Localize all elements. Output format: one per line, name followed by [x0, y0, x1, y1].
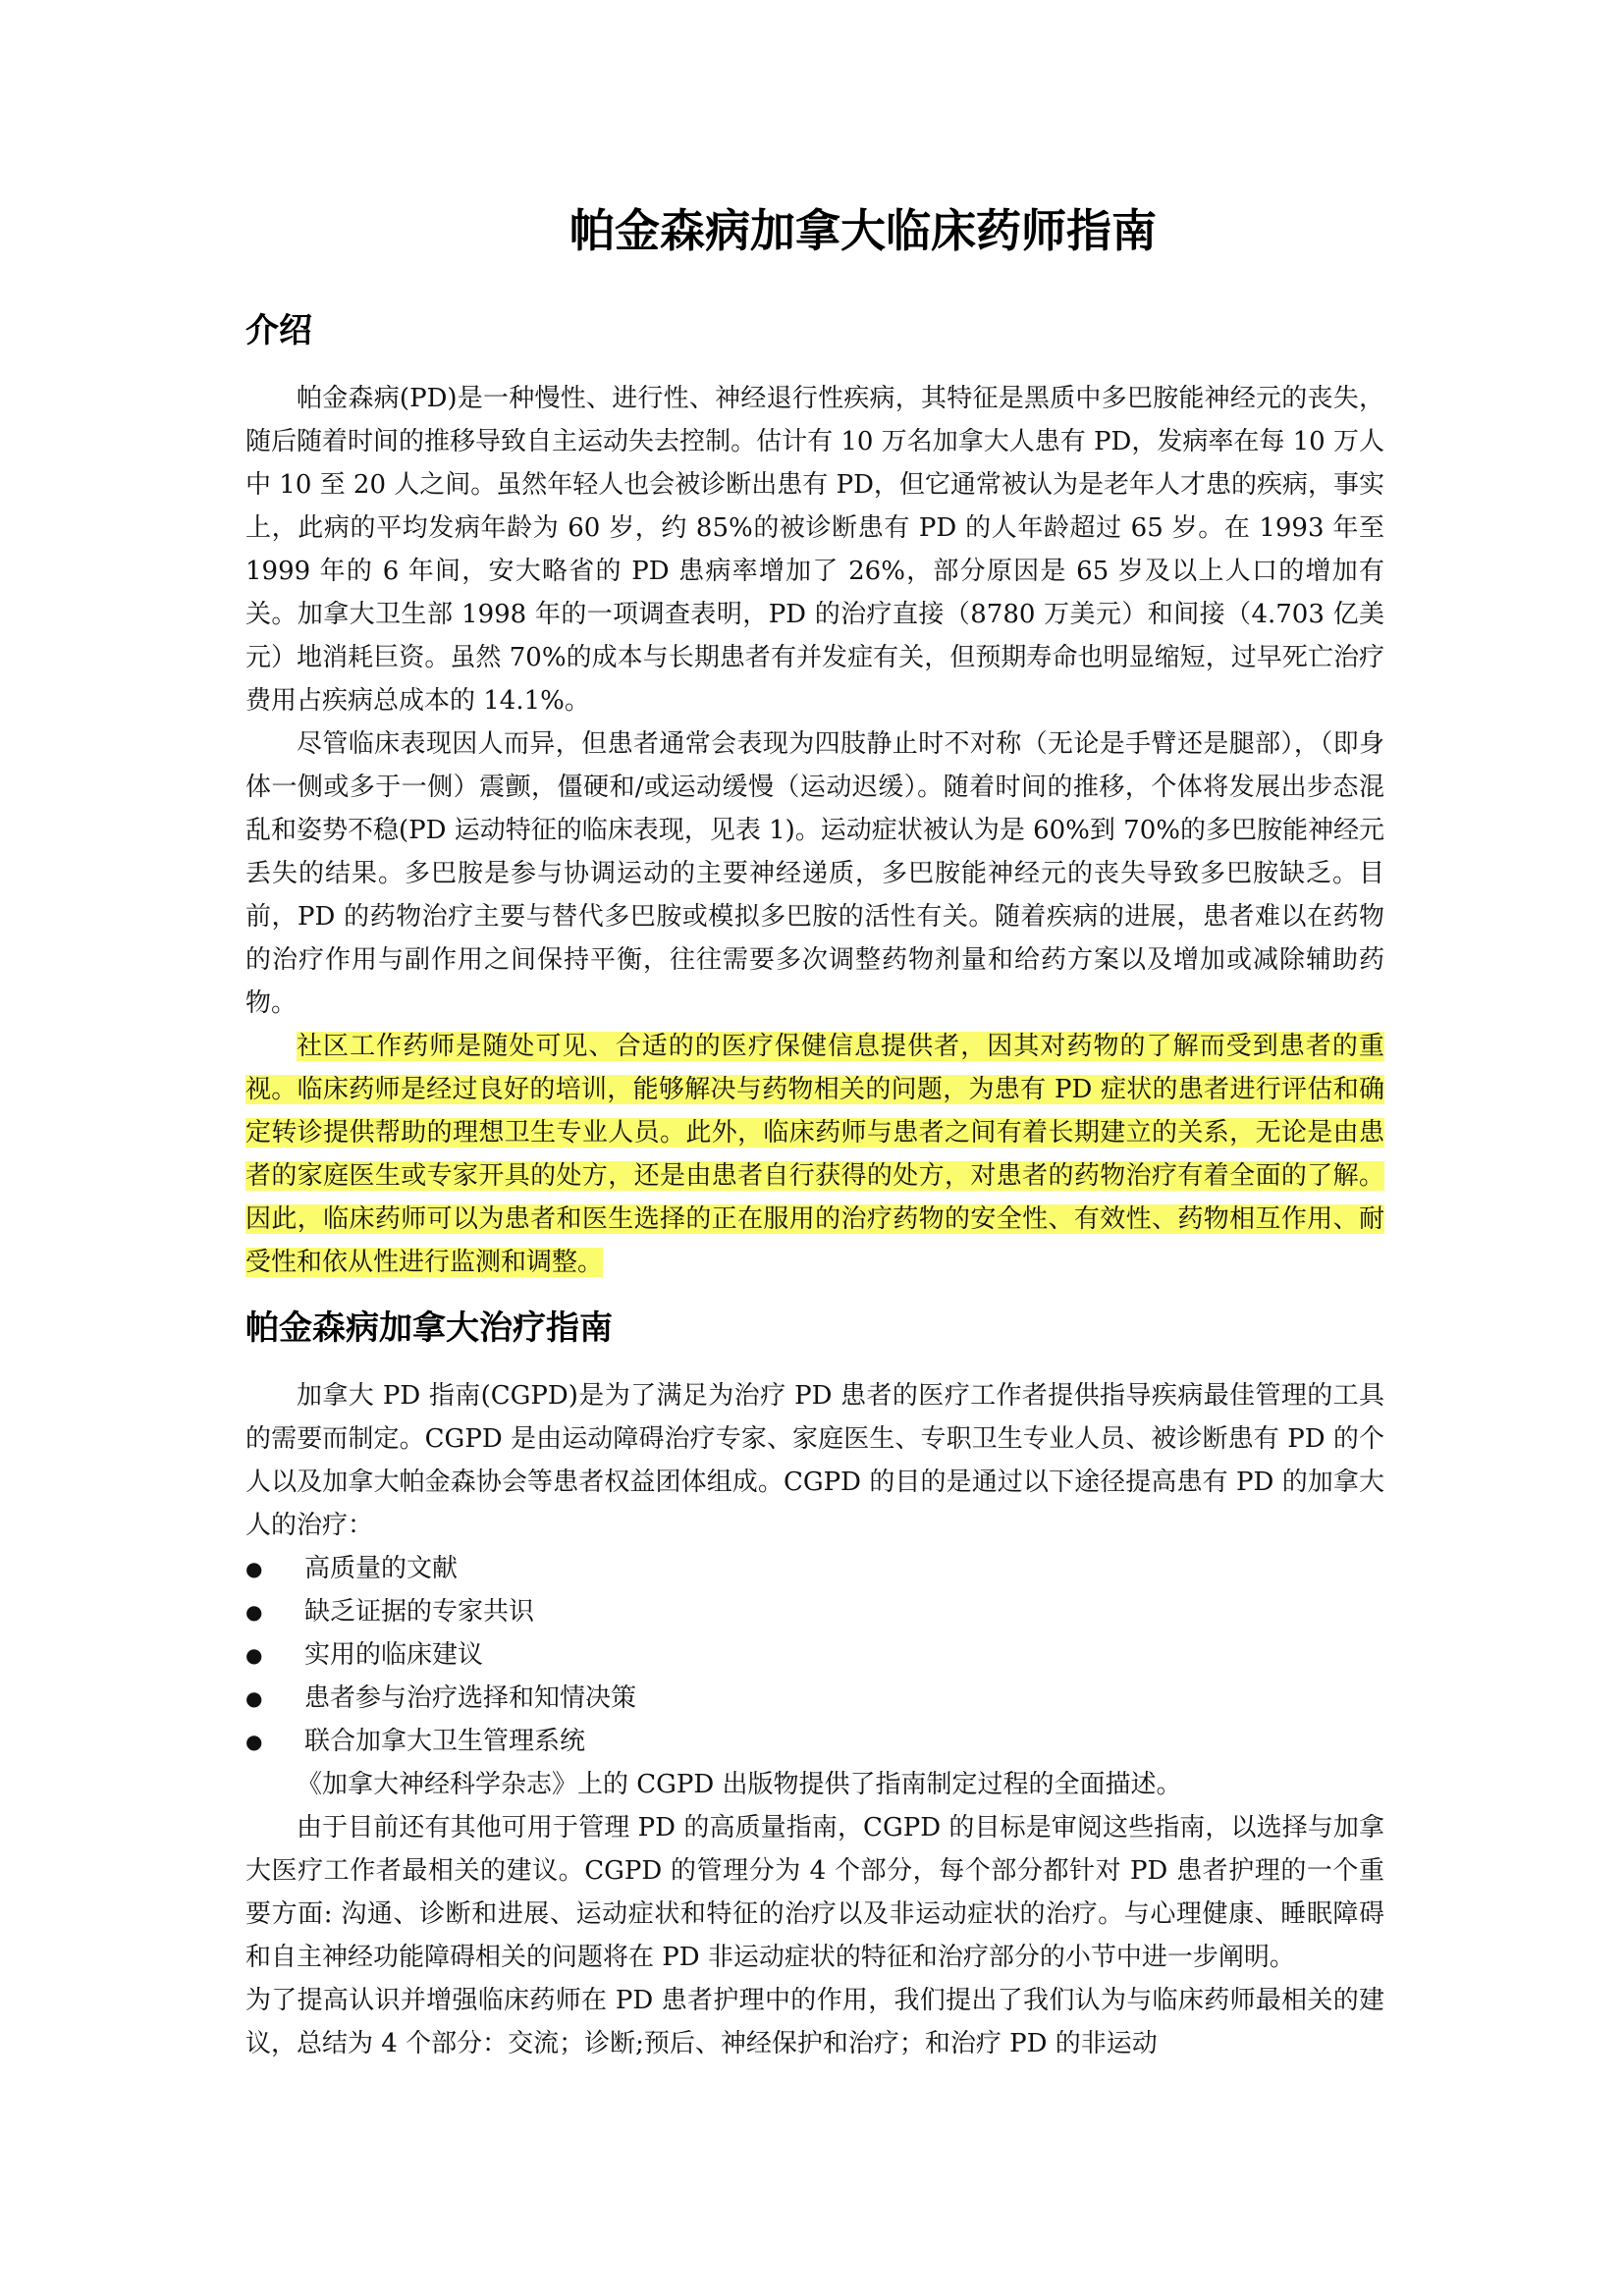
bullet-icon: ●: [245, 1643, 263, 1667]
section-heading-guidelines: 帕金森病加拿大治疗指南: [245, 1308, 613, 1348]
guidelines-intro-paragraph: 加拿大 PD 指南(CGPD)是为了满足为治疗 PD 患者的医疗工作者提供指导疾病最佳管理的工具的需要而制定。CGPD 是由运动障碍治疗专家、家庭医生、专职卫生专业人员、被诊断患有 PD 的个人以及加拿大帕金森协会等患者权益团体组成。CGPD 的目的是通过以下途径提高患有 PD 的加拿大人的治疗：: [245, 1381, 1384, 1540]
bullet-icon: ●: [245, 1686, 263, 1710]
document-body: [245, 196, 1384, 2065]
highlighted-text: 社区工作药师是随处可见、合适的的医疗保健信息提供者，因其对药物的了解而受到患者的重视。临床药师是经过良好的培训，能够解决与药物相关的问题，为患有 PD 症状的患者进行评估和确定转诊提供帮助的理想卫生专业人员。此外，临床药师与患者之间有着长期建立的关系，无论是由患者的家庭医生或专家开具的处方，还是由患者自行获得的处方，对患者的药物治疗有着全面的了解。因此，临床药师可以为患者和医生选择的正在服用的治疗药物的安全性、有效性、药物相互作用、耐受性和依从性进行监测和调整。: [245, 1032, 1384, 1277]
intro-paragraph-2: 尽管临床表现因人而异，但患者通常会表现为四肢静止时不对称（无论是手臂还是腿部），（即身体一侧或多于一侧）震颤，僵硬和/或运动缓慢（运动迟缓）。随着时间的推移，个体将发展出步态混乱和姿势不稳(PD 运动特征的临床表现，见表 1)。运动症状被认为是 60%到 70%的多巴胺能神经元丢失的结果。多巴胺是参与协调运动的主要神经递质，多巴胺能神经元的丧失导致多巴胺缺乏。目前，PD 的药物治疗主要与替代多巴胺或模拟多巴胺的活性有关。随着疾病的进展，患者难以在药物的治疗作用与副作用之间保持平衡，往往需要多次调整药物剂量和给药方案以及增加或减除辅助药物。: [245, 729, 1384, 1018]
bullet-icon: ●: [245, 1730, 263, 1753]
guidelines-paragraph-2: 由于目前还有其他可用于管理 PD 的高质量指南，CGPD 的目标是审阅这些指南，以选择与加拿大医疗工作者最相关的建议。CGPD 的管理分为 4 个部分，每个部分都针对 PD 患者护理的一个重要方面: 沟通、诊断和进展、运动症状和特征的治疗以及非运动症状的治疗。与心理健康、睡眠障碍和自主神经功能障碍相关的问题将在 PD 非运动症状的特征和治疗部分的小节中进一步阐明。: [245, 1813, 1384, 1972]
document-title: 帕金森病加拿大临床药师指南: [569, 204, 1157, 257]
list-item: ● 患者参与治疗选择和知情决策: [245, 1677, 1384, 1720]
list-item: ● 高质量的文献: [245, 1547, 1384, 1590]
section-heading-intro: 介绍: [245, 311, 312, 350]
list-item: ● 联合加拿大卫生管理系统: [245, 1720, 1384, 1763]
list-item: ● 缺乏证据的专家共识: [245, 1590, 1384, 1633]
list-item: ● 实用的临床建议: [245, 1633, 1384, 1677]
highlighted-paragraph: [245, 1025, 1384, 1284]
bullet-icon: ●: [245, 1557, 263, 1580]
guidelines-paragraph-3: 为了提高认识并增强临床药师在 PD 患者护理中的作用，我们提出了我们认为与临床药师最相关的建议，总结为 4 个部分：交流；诊断;预后、神经保护和治疗；和治疗 PD 的非运动: [245, 1986, 1384, 2058]
publication-note-paragraph: 《加拿大神经科学杂志》上的 CGPD 出版物提供了指南制定过程的全面描述。: [297, 1770, 1182, 1799]
bullet-list: [245, 1547, 1384, 1763]
bullet-icon: ●: [245, 1600, 263, 1624]
intro-paragraph-1: 帕金森病(PD)是一种慢性、进行性、神经退行性疾病，其特征是黑质中多巴胺能神经元的丧失，随后随着时间的推移导致自主运动失去控制。估计有 10 万名加拿大人患有 PD，发病率在每 10 万人中 10 至 20 人之间。虽然年轻人也会被诊断出患有 PD，但它通常被认为是老年人才患的疾病，事实上，此病的平均发病年龄为 60 岁，约 85%的被诊断患有 PD 的人年龄超过 65 岁。在 1993 年至 1999 年的 6 年间，安大略省的 PD 患病率增加了 26%，部分原因是 65 岁及以上人口的增加有关。加拿大卫生部 1998 年的一项调查表明，PD 的治疗直接（8780 万美元）和间接（4.703 亿美元）地消耗巨资。虽然 70%的成本与长期患者有并发症有关，但预期寿命也明显缩短，过早死亡治疗费用占疾病总成本的 14.1%。: [245, 384, 1384, 716]
